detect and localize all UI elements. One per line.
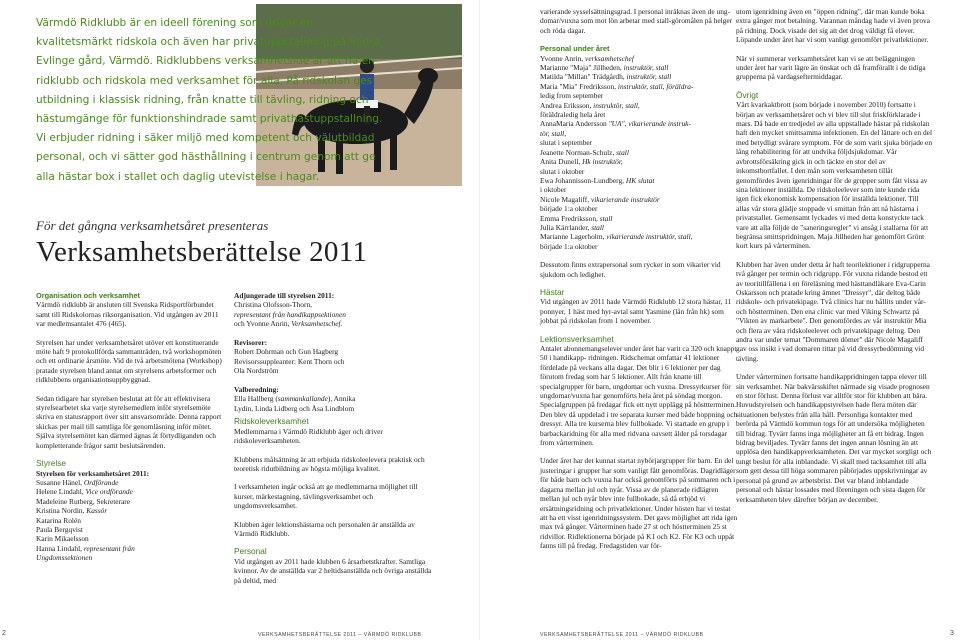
footer-left: VERKSAMHETSBERÄTTELSE 2011 – VÄRMDÖ RIDKLUBB bbox=[258, 632, 422, 638]
member-name: Katarina Rolén bbox=[36, 515, 81, 525]
staff-row bbox=[540, 110, 738, 119]
staff-name: Maria "Mia" Fredriksson, bbox=[540, 81, 618, 91]
member-role: Ungdomssektionen bbox=[36, 553, 93, 563]
report-title: Verksamhetsberättelse 2011 bbox=[36, 236, 368, 268]
page-number-left: 2 bbox=[2, 630, 6, 637]
styrelse-section-heading: Styrelse bbox=[36, 458, 66, 469]
member-name: Helene Lindahl, bbox=[36, 487, 86, 497]
valberedning-name: Ella Hallberg ( bbox=[234, 394, 278, 404]
staff-row bbox=[540, 138, 738, 147]
column-1 bbox=[36, 291, 228, 563]
staff-row bbox=[540, 91, 738, 100]
staff-role: stall bbox=[599, 213, 613, 223]
intro-paragraph: Värmdö Ridklubb är en ideell förening som driver en kvalitetsmärkt ridskola och även har privatuppstallning på Södra Evlinge gård, Värmdö. Ridklubbens verksamhetsidé är att ha en ridklubb och ridskola med verksamhet för alla. På ridskolan ges utbildning i klassisk ridning, från knatte till tävling, ridning och hästumgänge för funktionshindrade samt privathästuppstallning. Vi erbjuder ridning i säker miljö med kompetent och välutbildad personal, och vi sätter god hästhållning i centrum genom att ge alla hästar box i stallet och daglig utevistelse i hagar. bbox=[36, 17, 383, 183]
staff-row bbox=[540, 176, 738, 185]
member-row bbox=[36, 516, 228, 525]
col3-top-text: varierande sysselsättningsgrad. I personal inräknas även de ung-domar/vuxna som mot lön arbetar med stall-göromålen på helger och röda dagar. bbox=[540, 7, 733, 35]
member-name: Paula Bergqvist bbox=[36, 524, 83, 534]
staff-name: Matilda "Millan" Trädgårdh, bbox=[540, 72, 627, 82]
staff-row bbox=[540, 214, 738, 223]
under-aret-text: Under året har det kunnat startat nybörjargrupper för barn. En del justeringar i grupper har som vanligt fått genomföras. Dagridläger för både barn och vuxna har också genomförts på sommaren och i dagarna mellan jul och nyår. Vissa av de planerade ridlägren mellan jul och nyår blev inte fullbokade, så då erbjöd vi ersättningsridning och privatlektioner. Under hösten har vi testat att ha ett visst igenridningssystem. Det gavs möjlighet att rida igen max två gånger. Vårterminen hade 27 st och höstterminen 25 st ridvillor. Ridlektionerna började på K1 och K2. För K3 och uppåt fanns till på fredag. Fredagstiden var för- bbox=[540, 456, 738, 551]
staff-role: instruktör, stall bbox=[626, 72, 672, 82]
hastar-heading: Hästar bbox=[540, 286, 565, 297]
staff-name: Anita Dunell, bbox=[540, 157, 583, 167]
right-page bbox=[480, 0, 960, 640]
dessutom-text: Dessutom finns extrapersonal som rycker in som vikarier vid sjukdom och ledighet. bbox=[540, 260, 721, 279]
staff-name: Julia Kärrlander, bbox=[540, 222, 592, 232]
member-name: Susanne Hänel, bbox=[36, 477, 84, 487]
summerar-text: När vi summerar verksamhetsåret kan vi se att beläggningen under året har varit lägre än önskat och då framförallt i de tidiga grupperna på vardagseftermiddagar. bbox=[736, 53, 926, 82]
staff-role: stall bbox=[591, 222, 604, 232]
klubben-text: Klubben har även under detta år haft teorilektioner i ridgrupperna två gånger per termin och ridgrupp. För vuxna ridande bestod ett av teoritillfällena i en föreläsning med hästtandläkare Eva-Carin Oskarsson och pratade kring ämnet "Dressyr", där deltog både ridskole- och privatekipage. Två clinics har nu hållits under vår- och höstterminen. Den ena clinic var med Viking Schwartz på "Vikten av markarbete". Den genomfördes av vår instruktör Mia och flera av våra ridskoleelever och privatekipage deltog. Den andra var under temat "Dommaren dömer" där Nicole Magaliff gav oss insikt i vad domaren tittar på vid dressyrbedömning vid tävling. bbox=[736, 259, 930, 363]
member-name: Hanna Lindahl, bbox=[36, 543, 84, 553]
staff-name: Marianne Lagerholm, bbox=[540, 232, 607, 242]
staff-name: Jeanette Norman-Schulz, bbox=[540, 147, 617, 157]
org-heading: Organisation och verksamhet bbox=[36, 291, 140, 300]
staff-row bbox=[540, 232, 738, 241]
member-row bbox=[36, 544, 228, 553]
staff-name: AnnaMaria Andersson bbox=[540, 119, 609, 129]
member-name: Karin Mikaelsson bbox=[36, 534, 89, 544]
revisors-line: Robert Dohrman och Gun Hagberg bbox=[234, 347, 339, 357]
lektionshastar-text: Klubben äger lektionshästarna och personalen är anställda av Värmdö Ridklubb. bbox=[234, 519, 415, 538]
adjunct-heading: Adjungerade till styrelsen 2011: bbox=[234, 291, 335, 300]
valberedning-role: sammankallande bbox=[277, 394, 328, 404]
staff-role: HK slutat bbox=[625, 175, 655, 185]
adjunct-line-italic: representant från handikappsektionen bbox=[234, 309, 346, 319]
member-row bbox=[36, 534, 228, 543]
malsattning-text: Klubbens målsättning är att erbjuda ridskoleelevera praktisk och teoretisk ridutbildning av högsta möjliga kvalitet. bbox=[234, 454, 425, 473]
staff-name: Nicole Magaliff, bbox=[540, 194, 591, 204]
ovrigt-text: Vårt kvarkaktbrott (som började i november 2010) fortsatte i början av verksamhetsåret och vi blev till slut friskförklarade i mars. Då hade en tredjedel av alla uppstallade hästar på ridskolan haft den mycket smittsamma infektionen. En del lättare och en del med betydligt svårare symptom. För de som varit sjuka började en lång rehabilitering för att undvika följdsjukdomar. Vår avbrottsförsäkring gick in och täckte en stor del av inkomstbortfallet. I den mån som verksamheten tillåt genomfördes även igenridningar för de grupper som fått vissa av sina lektioner inställda. De ridskoleelever som inte kunde rida igen fick ekonomisk kompensation för inställda lektioner. Till allas vår stora glädje stoppade vi smittan från att nå hästarna i privatstallet. Gemensamt lyckades vi med detta konstyckte tack vare att alla följde de "saneringsregler" vi ansåg i stallarna för att begränsa smittspridningen. Maja Jillheden har genomfört Grönt kort kurs på vårterminen. bbox=[736, 100, 933, 251]
staff-role: tör, stall, bbox=[540, 128, 567, 138]
member-row bbox=[36, 525, 228, 534]
page-number-right: 3 bbox=[950, 630, 954, 637]
staff-role: instruktör, stall bbox=[623, 63, 669, 73]
styrelse-heading: Styrelsen för verksamhetsåret 2011: bbox=[36, 468, 150, 478]
member-role: Kassör bbox=[86, 506, 108, 516]
ridskoleverksamhet-heading: Ridskoleverksamhet bbox=[234, 416, 309, 427]
member-row bbox=[36, 497, 228, 506]
column-2 bbox=[234, 291, 434, 594]
staff-row bbox=[540, 54, 738, 63]
org-text: Värmdö ridklubb är ansluten till Svenska Ridsportförbundet samt till Ridskolornas riksorganisation. Vid utgången av 2011 var medlemsantalet 476 (465). bbox=[36, 300, 219, 329]
personal-heading: Personal bbox=[234, 546, 267, 557]
staff-role: Hk instruktör, bbox=[582, 157, 623, 167]
staff-name: Andrea Eriksson, bbox=[540, 100, 594, 110]
valberedning-heading: Valberedning: bbox=[234, 385, 279, 395]
staff-row bbox=[540, 72, 738, 81]
member-role: Ordförande bbox=[83, 477, 119, 487]
staff-role: stall bbox=[616, 147, 629, 157]
verksamhet-text: I verksamheten ingår också att ge medlemmarna möjlighet till kurser, märkestagning, tävlingsverksamhet och ungdomsverksamhet. bbox=[234, 482, 418, 511]
lektionsverksamhet-text: Antalet abonnemangselever under året har varit ca 320 och knappt 50 i handikapp- ridningen. Ridschemat omfattar 41 lektioner fördelade på veckans alla dagar. Det blir i 6 lektioner per dag förutom fredag som har 5 lektioner. Allt från knatte till specialgrupper för barn, ungdomar och vuxna. Dressyrkurser för ungdomar/vuxna har genomförts hela året på söndag morgon. Specialgruppen på fredagar fick ett nytt upplägg på hösttterminen. Den blev då uppdelad i tre separata kurser med både hoppning och dressyr. Alla tre kurserna blev fullbokade. Vi startade en grupp i barbackaridning för alla med ridvana oavsett ålder på torsdagar from vårterminen. bbox=[540, 344, 738, 448]
member-name: Madeleine Rutberg, Sekreterare bbox=[36, 496, 131, 506]
staff-row bbox=[540, 204, 738, 213]
staff-list bbox=[540, 54, 738, 252]
staff-row bbox=[540, 242, 738, 251]
staff-row bbox=[540, 167, 738, 176]
staff-name: började 1:a oktober bbox=[540, 241, 598, 251]
member-name: Kristina Nordin, bbox=[36, 506, 87, 516]
revisors-heading: Revisorer: bbox=[234, 338, 268, 348]
adjunct-last-role: Verksamhetschef. bbox=[291, 319, 343, 329]
personal-text: Vid utgången av 2011 hade klubben 6 årsarbetstkrafter. Samtliga kvinnor. Av de anställda var 2 heltidsanställda och övriga anställda på deltid, med bbox=[234, 556, 432, 585]
staff-name: i oktober bbox=[540, 185, 567, 195]
staff-name: Yvonne Anrin, bbox=[540, 53, 586, 63]
staff-role: instruktör, stall, föräldra- bbox=[617, 81, 694, 91]
ridskoleverksamhet-text: Medlemmarna i Värmdö Ridklubb äger och driver ridskoleverksamheten. bbox=[234, 426, 383, 446]
under-varterminen-text: Under vårterminen fortsatte handikappridningen tappa elever till sin verksamhet. När bakvärsskiftet närmade sig visade prognosen en stor förlust. Denna förlust var alltför stor för klubben att bära. Huvudstyrelsen och handikappstyrelsen hade flera möten där situationen belystes från alla håll. Personliga kontakter med berörda på Värmdö kommun togs för att undersöka möjligheten till bidrag. Tyvärr fanns inga möjligheter att få ett bidrag. Ingen bidrag beviljades. Tyvärr fanns det ingen annan lösning än att upplösa den handikappverksamheten. Det var mycket sorgligt och tungt beslut för alla inblandade. Vi skall med tacksamhet till alla som gett dessa till höga sommaren påbörjades uppskrivningar av personal på grund av arbetsbrist. Det var bland inblandade personal och hästar lossades med föreningen och sista dagen för verksamheten blev därefter början av december. bbox=[736, 372, 932, 504]
staff-row bbox=[540, 129, 738, 138]
staff-row bbox=[540, 157, 738, 166]
revisors-line: Revisorssuppleanter: Kent Thorn och bbox=[234, 356, 345, 366]
member-role: Vice ordförande bbox=[85, 487, 133, 497]
staff-row bbox=[540, 195, 738, 204]
report-subtitle: För det gångna verksamhetsåret presenteras bbox=[36, 218, 269, 233]
column-4 bbox=[736, 7, 932, 513]
adjunct-last-text: och Yvonne Anrin, bbox=[234, 319, 292, 329]
staff-role: instruktör, stall, bbox=[593, 100, 640, 110]
member-row bbox=[36, 487, 228, 496]
valberedning-line bbox=[234, 394, 434, 403]
adjunct-last-line bbox=[234, 319, 434, 328]
footer-right: VERKSAMHETSBERÄTTELSE 2011 – VÄRMDÖ RIDKLUBB bbox=[540, 632, 704, 638]
staff-role: vikarierande instruktör bbox=[590, 194, 660, 204]
adjunct-line: Christina Olofsson-Thorn, bbox=[234, 300, 313, 310]
styrelse-text: Styrelsen har under verksamhetsåret utöver ett konstituerande möte haft 9 protokollförda sammanträden, två workshopmöten och ett ordinarie årsmöte. Vid de två arbetsmötena (Workshop) pratade styrelsen bland annat om styrelsens arbetsformer och ridklubbens organisationsuppbyggnad. bbox=[36, 337, 222, 385]
ovrigt-heading: Övrigt bbox=[736, 89, 759, 100]
staff-row bbox=[540, 63, 738, 72]
staff-row bbox=[540, 82, 738, 91]
member-role: representant från bbox=[83, 543, 135, 553]
member-row bbox=[36, 553, 228, 562]
staff-row bbox=[540, 101, 738, 110]
members-list bbox=[36, 478, 228, 563]
valberedning-name-end: ), Annika bbox=[327, 394, 356, 404]
revisors-line: Ola Nordström bbox=[234, 366, 279, 376]
staff-name: Marianne "Maja" Jillheden, bbox=[540, 63, 624, 73]
staff-name: slutat i september bbox=[540, 138, 593, 148]
staff-name: slutat i oktober bbox=[540, 166, 585, 176]
valberedning-line: Lydin, Linda Lidberg och Åsa Lindblom bbox=[234, 403, 355, 413]
lektionsverksamhet-heading: Lektionsverksamhet bbox=[540, 333, 614, 344]
member-row bbox=[36, 506, 228, 515]
sedan-text: Sedan tidigare har styrelsen beslutat att för att effektivisera styrelsearbetet ska varje styrelsemedlem inför styrelsemöte skriva en statusrapport över sitt ansvarsområde. Denna rapport skickas per mail till samtliga för genomläsning inför mötet. Själva styrelsemötet kan därmed ägnas åt förtydliganden och kompletterande frågor samt beslutsärenden. bbox=[36, 393, 222, 450]
staff-row bbox=[540, 185, 738, 194]
staff-role: vikarierande instruktör, stall, bbox=[606, 232, 693, 242]
staff-role: verksamhetschef bbox=[585, 53, 634, 63]
column-3 bbox=[540, 7, 738, 560]
staff-name: föräldraledig hela året bbox=[540, 110, 606, 120]
staff-name: Emma Fredriksson, bbox=[540, 213, 600, 223]
hastar-text: Vid utgången av 2011 hade Värmdö Ridklubb 12 stora hästar, 11 ponnyer, 1 häst med hyr-avtal samt Yasmine (lån från hk) som jobbat på ridskolan from 1 november. bbox=[540, 297, 732, 326]
staff-role: "UA", vikarierande instruk- bbox=[608, 119, 691, 129]
staff-name: Ewa Johannisson-Lundberg, bbox=[540, 175, 626, 185]
personal-under-aret-heading: Personal under året bbox=[540, 44, 610, 54]
col4-top-text: utom igenridning även en "öppen ridning", där man kunde boka extra gånger mot betalning. Varannan måndag hade vi även prova på ridning. Dock visade det sig att det drog väldigt få elever. Löpande under året har vi som vanligt genomfört privatlektioner. bbox=[736, 7, 930, 45]
member-row bbox=[36, 478, 228, 487]
staff-row bbox=[540, 223, 738, 232]
staff-name: började 1:a oktober bbox=[540, 204, 598, 214]
staff-row bbox=[540, 148, 738, 157]
staff-name: ledig from september bbox=[540, 91, 604, 101]
staff-row bbox=[540, 119, 738, 128]
